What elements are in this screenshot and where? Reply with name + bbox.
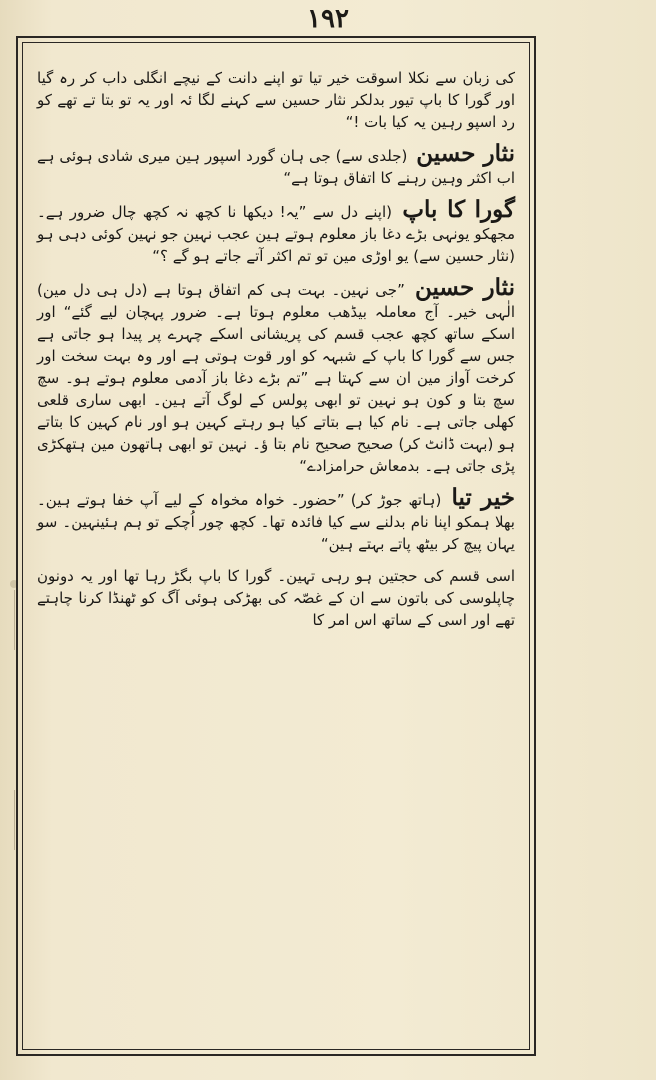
page-number: ١٩٢ xyxy=(307,4,349,34)
speaker-name: خیر تیا xyxy=(451,484,515,511)
dialogue-paragraph xyxy=(37,140,515,189)
speaker-name: نثار حسین xyxy=(414,274,515,301)
page-text-body xyxy=(37,67,515,641)
paragraph-text: اسی قسم کی حجتین ہو رہی تہین۔ گورا کا باپ بگڑ رہا تھا اور یہ دونون چاپلوسی کی باتون سے ان کے غصّہ کی بھڑکی ہوئی آگ کو ٹھنڈا کرنا چاہتے تھے اور اسی کے ساتھ اس امر کا xyxy=(37,567,515,629)
dialogue-paragraph xyxy=(37,274,515,477)
page-border-inner xyxy=(22,42,530,1050)
binding-mark xyxy=(6,590,15,650)
paragraph-text: (ہاتھ جوڑ کر) ”حضور۔ خواہ مخواہ کے لیے آپ خفا ہوتے ہین۔ بھلا ہمکو اپنا نام بدلنے سے کیا فائدہ تھا۔ کچھ چور اُچکے تو ہم ہئینہین۔ سو یہان پیچ کر بیٹھ پاتے بہتے ہین“ xyxy=(37,491,515,553)
paragraph-text: (اپنے دل سے ”یہ! دیکھا نا کچھ نہ کچھ چال ضرور ہے۔ مجھکو یونہی بڑے دغا باز معلوم ہوتے ہین عجب نہین جو نہین کوئی دہی ہو (نثار حسین سے) یو اوڑی مین تو تم اکثر آتے جاتے ہو گے ؟“ xyxy=(37,203,515,265)
speaker-name: گورا کا باپ xyxy=(402,196,515,223)
page-border-outer xyxy=(16,36,536,1056)
dialogue-paragraph xyxy=(37,196,515,267)
paragraph-text: (جلدی سے) جی ہان گورد اسپور ہین میری شادی ہوئی ہے اب اکثر وہین رہنے کا اتفاق ہوتا ہے“ xyxy=(37,147,515,187)
binding-mark xyxy=(6,790,15,850)
paragraph-text: کی زبان سے نکلا اسوقت خیر تیا تو اپنے دانت کے نیچے انگلی داب کر رہ گیا اور گورا کا باپ تیور بدلکر نثار حسین سے کہنے لگا ئہ اور یہ تو بتا تے تھے کو رد اسپو رہین یہ کیا بات !“ xyxy=(37,69,515,131)
paragraph xyxy=(37,67,515,133)
speaker-name: نثار حسین xyxy=(416,140,515,167)
paragraph xyxy=(37,565,515,631)
dialogue-paragraph xyxy=(37,484,515,555)
paragraph-text: ”جی نہین۔ بہت ہی کم اتفاق ہوتا ہے (دل ہی دل مین) الٰہی خیر۔ آج معاملہ بیڈھب معلوم ہوتا ہے۔ ضرور پہچان لیے گئے“ اور اسکے ساتھ کچھ عجب قسم کی پریشانی اسکے چہرے پر پیدا ہو جاتی ہے جس سے گورا کا باپ کے شبہہ کو اور قوت ہوتی ہے اور وہ بہت سخت اور کرخت آواز مین ان سے کہتا ہے ”تم بڑے دغا باز آدمی معلوم ہوتے ہو۔ سچ سچ بتا و کون ہو نہین تو ابھی پولس کے لوگ آتے ہین۔ ابھی ساری قلعی کھلی جاتی ہے۔ نام کیا ہے بتاتے کیا ہو رہتے کہین ہو اور نام کہین کا بتاتے ہو (بہت ڈانٹ کر) صحیح صحیح نام بتا ؤ۔ نہین تو ابھی ہاتھون مین ہتھکڑی پڑی جاتی ہے۔ بدمعاش حرامزادے“ xyxy=(37,281,515,475)
